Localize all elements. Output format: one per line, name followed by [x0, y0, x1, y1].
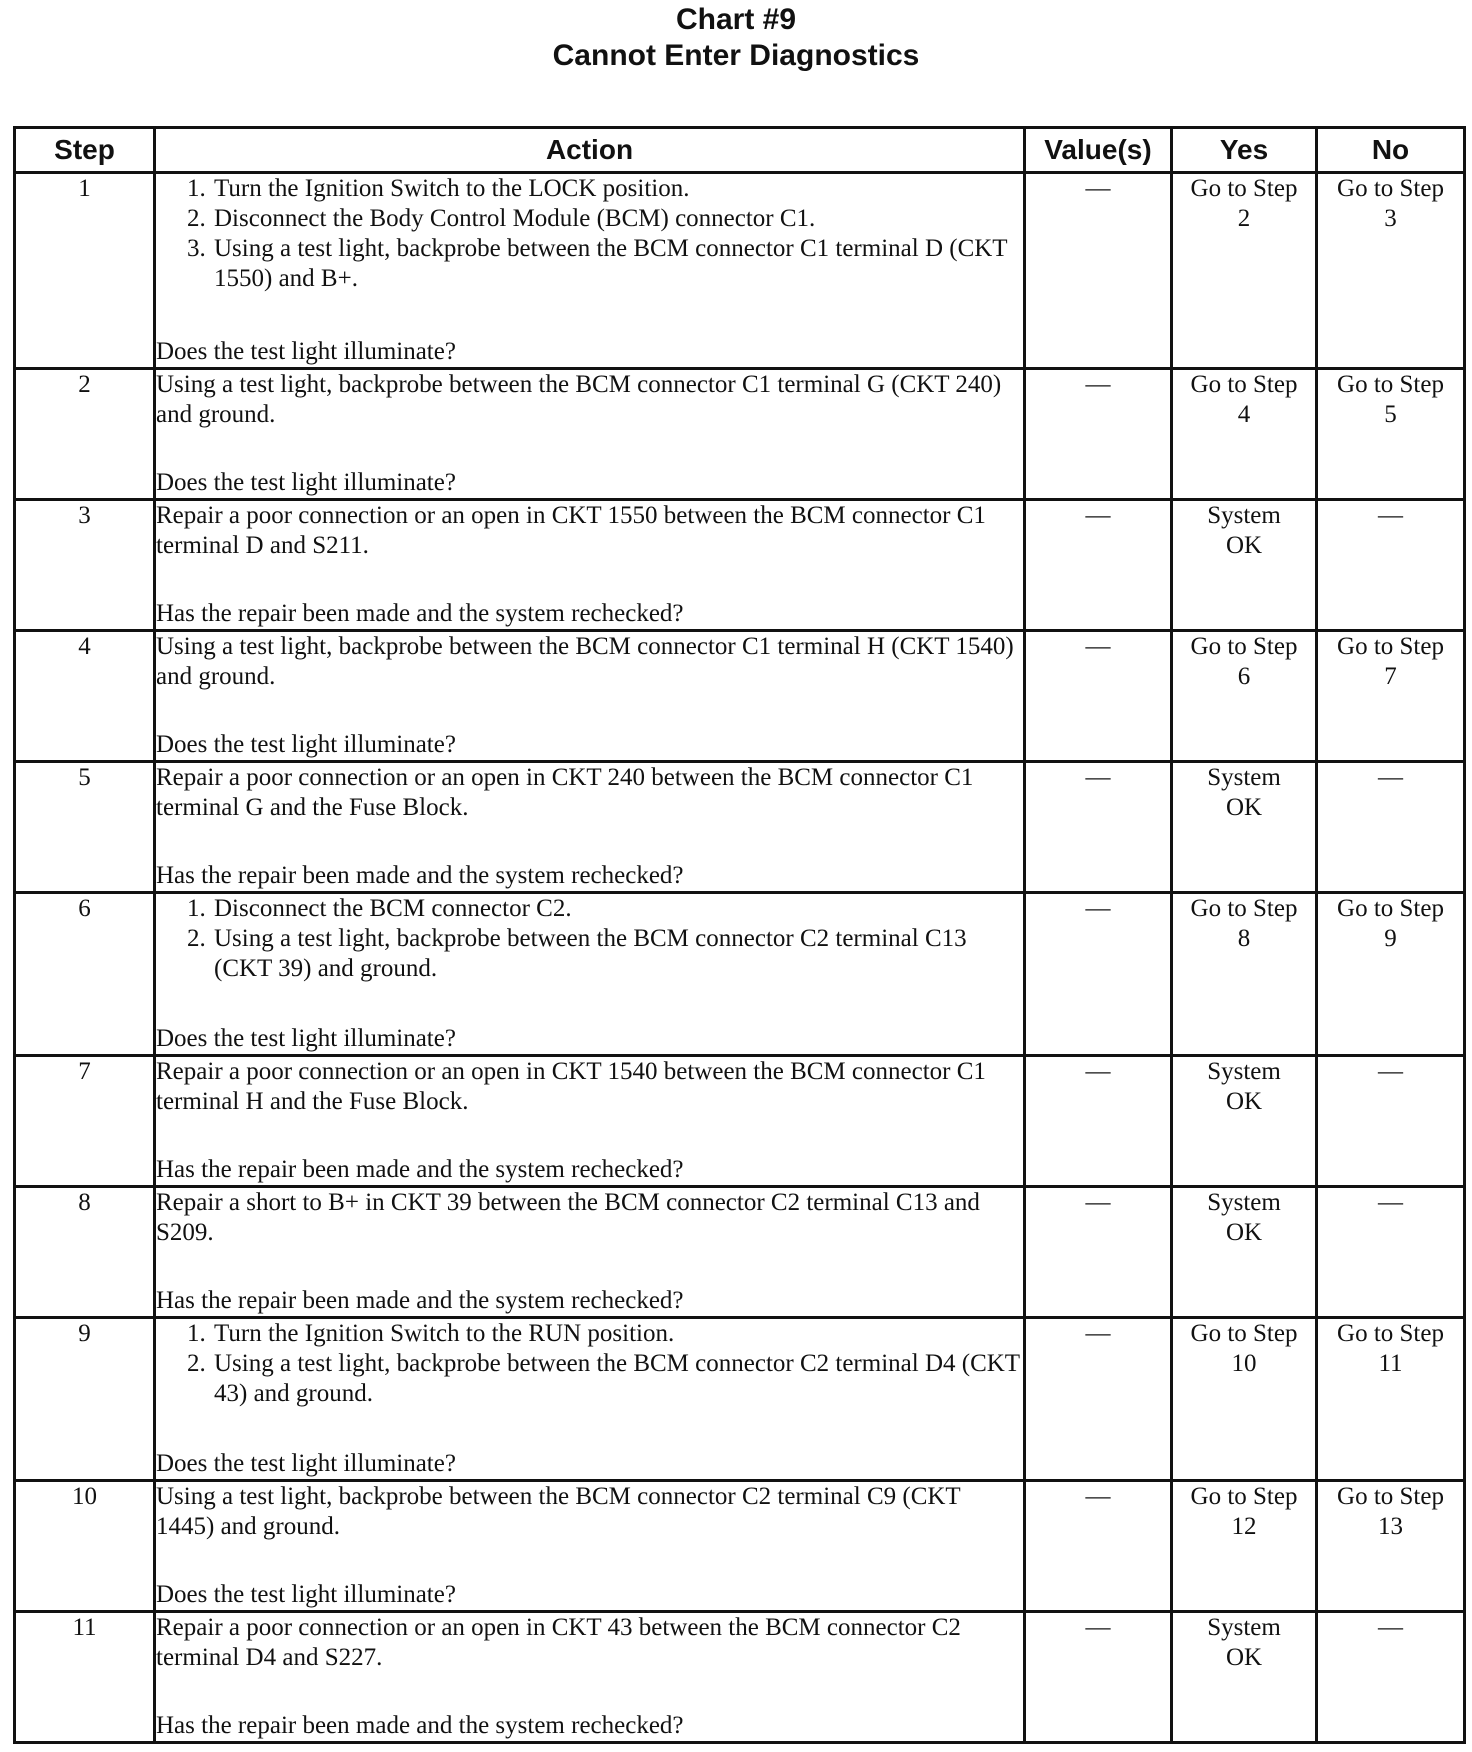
diagnostic-table	[13, 126, 1466, 1744]
substep-item: 3. Using a test light, backprobe between the BCM connector C1 terminal D (CKT 1550) and B+.	[212, 234, 1023, 294]
substep-item: 2. Disconnect the Body Control Module (BCM) connector C1.	[212, 204, 1023, 234]
no-result-line: —	[1378, 1057, 1403, 1085]
value-cell: —	[1025, 630, 1172, 761]
no-result-line: 11	[1378, 1349, 1403, 1377]
table-row	[15, 1612, 1465, 1743]
yes-result-line: Go to Step	[1190, 370, 1298, 398]
action-question: Does the test light illuminate?	[156, 1024, 456, 1052]
no-result-line: —	[1378, 501, 1403, 529]
yes-result-line: Go to Step	[1190, 632, 1298, 660]
yes-cell	[1172, 1186, 1317, 1317]
no-cell	[1317, 1481, 1465, 1612]
yes-result-line: 10	[1231, 1349, 1257, 1377]
table-row	[15, 892, 1465, 1055]
no-result-line: Go to Step	[1337, 894, 1444, 922]
action-question: Does the test light illuminate?	[156, 730, 456, 758]
no-cell	[1317, 761, 1465, 892]
yes-cell	[1172, 630, 1317, 761]
step-number: 8	[15, 1186, 155, 1317]
action-question: Does the test light illuminate?	[156, 1581, 456, 1609]
header-yes: Yes	[1172, 128, 1317, 173]
no-result-line: Go to Step	[1337, 632, 1444, 660]
value-cell: —	[1025, 1481, 1172, 1612]
substep-item: 2. Using a test light, backprobe between the BCM connector C2 terminal C13 (CKT 39) and ground.	[212, 924, 1023, 984]
substep-item: 2. Using a test light, backprobe between the BCM connector C2 terminal D4 (CKT 43) and ground.	[212, 1349, 1023, 1409]
step-number: 11	[15, 1612, 155, 1743]
table-row	[15, 630, 1465, 761]
yes-cell	[1172, 892, 1317, 1055]
action-text: Using a test light, backprobe between the BCM connector C1 terminal G (CKT 240) and ground.	[156, 370, 1002, 428]
action-text: Repair a poor connection or an open in CKT 1540 between the BCM connector C1 terminal H and the Fuse Block.	[156, 1057, 986, 1115]
substep-list	[156, 1319, 1023, 1409]
action-cell	[155, 1481, 1025, 1612]
value-cell: —	[1025, 892, 1172, 1055]
yes-result-line: System	[1207, 763, 1281, 791]
step-number: 5	[15, 761, 155, 892]
step-number: 2	[15, 368, 155, 499]
header-action: Action	[155, 128, 1025, 173]
yes-result-line: OK	[1225, 793, 1263, 821]
yes-result-line: Go to Step	[1190, 894, 1298, 922]
table-row	[15, 1055, 1465, 1186]
yes-result-line: 2	[1237, 205, 1251, 232]
no-cell	[1317, 630, 1465, 761]
yes-result-line: System	[1207, 501, 1281, 529]
header-values: Value(s)	[1025, 128, 1172, 173]
chart-title	[0, 2, 1472, 74]
table-row	[15, 499, 1465, 630]
action-cell	[155, 1186, 1025, 1317]
yes-result-line: 6	[1237, 662, 1251, 690]
yes-result-line: 8	[1237, 924, 1251, 952]
no-cell	[1317, 1317, 1465, 1480]
table-row	[15, 173, 1465, 369]
action-text: Repair a poor connection or an open in CKT 1550 between the BCM connector C1 terminal D and S211.	[156, 501, 986, 559]
no-result-line: 3	[1384, 205, 1397, 232]
step-number: 1	[15, 173, 155, 369]
chart-number: Chart #9	[675, 3, 797, 36]
step-number: 6	[15, 892, 155, 1055]
table-row	[15, 761, 1465, 892]
value-cell: —	[1025, 761, 1172, 892]
header-row	[15, 128, 1465, 173]
action-question: Has the repair been made and the system rechecked?	[156, 1712, 684, 1739]
no-result-line: Go to Step	[1337, 175, 1444, 202]
no-result-line: Go to Step	[1337, 1319, 1444, 1347]
yes-cell	[1172, 173, 1317, 369]
yes-result-line: System	[1207, 1614, 1281, 1642]
step-number: 4	[15, 630, 155, 761]
yes-result-line: OK	[1225, 1087, 1263, 1115]
action-question: Has the repair been made and the system rechecked?	[156, 599, 684, 627]
yes-cell	[1172, 499, 1317, 630]
action-cell	[155, 1612, 1025, 1743]
no-cell	[1317, 368, 1465, 499]
step-number: 10	[15, 1481, 155, 1612]
yes-result-line: Go to Step	[1190, 175, 1298, 202]
action-text: Repair a poor connection or an open in CKT 240 between the BCM connector C1 terminal G and the Fuse Block.	[156, 763, 974, 821]
substep-item: 1. Turn the Ignition Switch to the RUN position.	[212, 1319, 1023, 1349]
action-cell	[155, 1055, 1025, 1186]
action-question: Does the test light illuminate?	[156, 337, 456, 365]
action-question: Does the test light illuminate?	[156, 468, 456, 496]
step-number: 7	[15, 1055, 155, 1186]
yes-cell	[1172, 1317, 1317, 1480]
table-row	[15, 1186, 1465, 1317]
no-result-line: —	[1378, 1188, 1403, 1216]
action-text: Repair a poor connection or an open in CKT 43 between the BCM connector C2 terminal D4 and S227.	[156, 1614, 961, 1672]
action-question: Has the repair been made and the system rechecked?	[156, 861, 684, 889]
action-cell	[155, 892, 1025, 1055]
substep-item: 1. Disconnect the BCM connector C2.	[212, 894, 1023, 924]
no-result-line: Go to Step	[1337, 1483, 1444, 1511]
no-cell	[1317, 1186, 1465, 1317]
yes-result-line: 12	[1231, 1513, 1257, 1541]
chart-subtitle: Cannot Enter Diagnostics	[552, 39, 920, 72]
substep-list	[156, 174, 1023, 294]
action-cell	[155, 630, 1025, 761]
no-result-line: 7	[1384, 662, 1397, 690]
header-no: No	[1317, 128, 1465, 173]
value-cell: —	[1025, 1055, 1172, 1186]
action-cell	[155, 173, 1025, 369]
action-cell	[155, 368, 1025, 499]
yes-cell	[1172, 1055, 1317, 1186]
yes-cell	[1172, 761, 1317, 892]
no-result-line: 9	[1384, 924, 1397, 952]
value-cell: —	[1025, 368, 1172, 499]
step-number: 9	[15, 1317, 155, 1480]
yes-cell	[1172, 1481, 1317, 1612]
action-cell	[155, 499, 1025, 630]
value-cell: —	[1025, 173, 1172, 369]
step-number: 3	[15, 499, 155, 630]
action-question: Does the test light illuminate?	[156, 1450, 456, 1478]
action-text: Repair a short to B+ in CKT 39 between the BCM connector C2 terminal C13 and S209.	[156, 1188, 980, 1246]
no-cell	[1317, 1055, 1465, 1186]
yes-result-line: 4	[1237, 400, 1251, 428]
no-cell	[1317, 1612, 1465, 1743]
header-step: Step	[15, 128, 155, 173]
yes-result-line: OK	[1225, 1644, 1263, 1672]
action-cell	[155, 761, 1025, 892]
table-body	[15, 173, 1465, 1743]
no-cell	[1317, 892, 1465, 1055]
no-cell	[1317, 173, 1465, 369]
action-question: Has the repair been made and the system rechecked?	[156, 1286, 684, 1314]
yes-result-line: Go to Step	[1190, 1483, 1298, 1511]
substep-list	[156, 894, 1023, 984]
table-row	[15, 1317, 1465, 1480]
value-cell: —	[1025, 499, 1172, 630]
action-cell	[155, 1317, 1025, 1480]
no-result-line: —	[1378, 1614, 1403, 1642]
action-text: Using a test light, backprobe between the BCM connector C2 terminal C9 (CKT 1445) and ground.	[156, 1483, 961, 1541]
value-cell: —	[1025, 1186, 1172, 1317]
yes-result-line: Go to Step	[1190, 1319, 1298, 1347]
no-result-line: Go to Step	[1337, 370, 1444, 398]
action-text: Using a test light, backprobe between the BCM connector C1 terminal H (CKT 1540) and ground.	[156, 632, 1014, 690]
yes-result-line: OK	[1225, 1218, 1263, 1246]
no-result-line: 5	[1384, 400, 1397, 428]
table-row	[15, 1481, 1465, 1612]
yes-cell	[1172, 1612, 1317, 1743]
yes-result-line: OK	[1225, 531, 1263, 559]
no-cell	[1317, 499, 1465, 630]
action-question: Has the repair been made and the system rechecked?	[156, 1155, 684, 1183]
yes-result-line: System	[1207, 1188, 1281, 1216]
yes-cell	[1172, 368, 1317, 499]
no-result-line: 13	[1378, 1513, 1403, 1541]
substep-item: 1. Turn the Ignition Switch to the LOCK position.	[212, 174, 1023, 204]
yes-result-line: System	[1207, 1057, 1281, 1085]
no-result-line: —	[1378, 763, 1403, 791]
value-cell: —	[1025, 1612, 1172, 1743]
value-cell: —	[1025, 1317, 1172, 1480]
table-row	[15, 368, 1465, 499]
